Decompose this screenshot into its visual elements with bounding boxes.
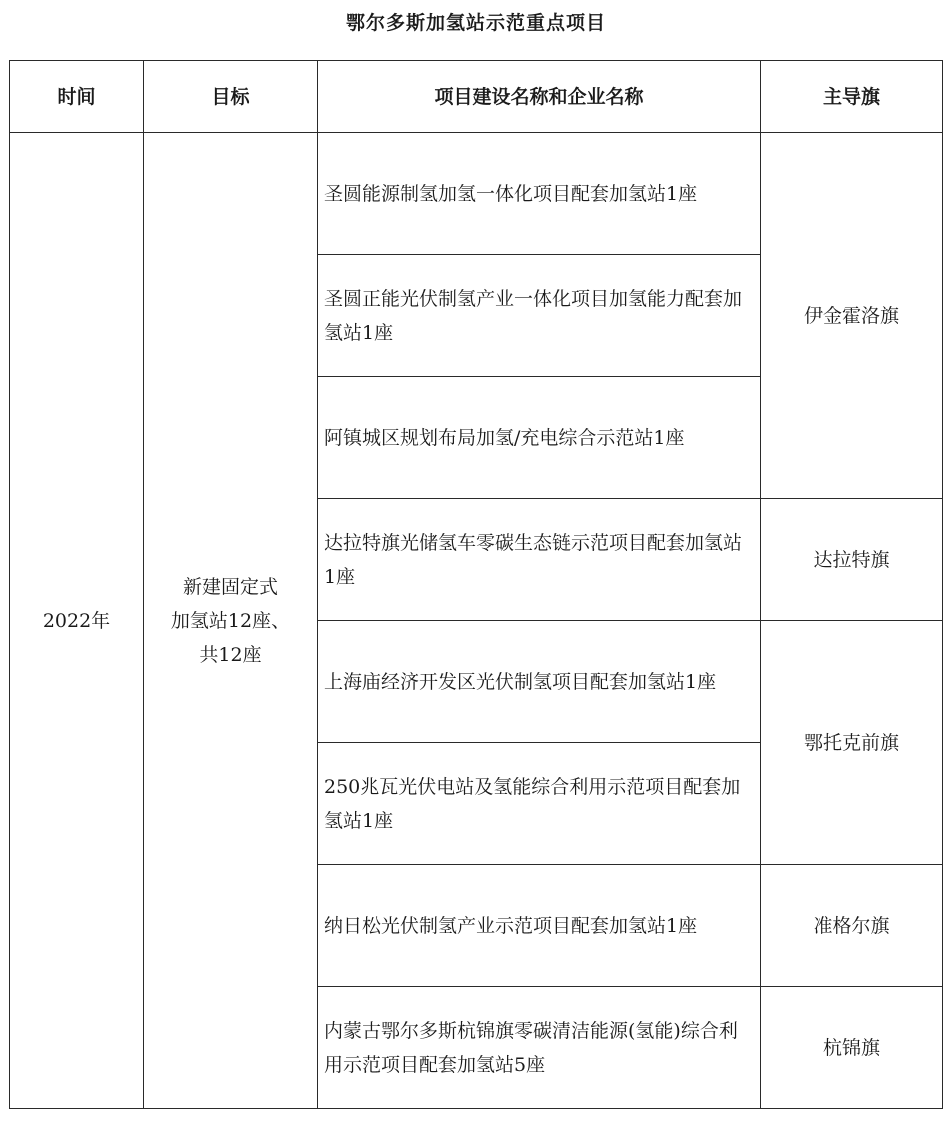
header-time: 时间 (10, 61, 144, 133)
banner-cell: 准格尔旗 (761, 865, 943, 987)
banner-cell: 杭锦旗 (761, 987, 943, 1109)
time-cell: 2022年 (10, 133, 144, 1109)
goal-cell (144, 133, 318, 1109)
goal-line: 新建固定式 (182, 575, 278, 598)
header-goal: 目标 (144, 61, 318, 133)
project-cell: 阿镇城区规划布局加氢/充电综合示范站1座 (318, 377, 761, 499)
project-cell: 达拉特旗光储氢车零碳生态链示范项目配套加氢站1座 (318, 499, 761, 621)
project-cell: 250兆瓦光伏电站及氢能综合利用示范项目配套加氢站1座 (318, 743, 761, 865)
banner-cell: 鄂托克前旗 (761, 621, 943, 865)
goal-line: 共12座 (199, 643, 262, 666)
header-banner: 主导旗 (761, 61, 943, 133)
goal-line: 加氢站12座、 (170, 609, 291, 632)
header-project: 项目建设名称和企业名称 (318, 61, 761, 133)
banner-cell: 达拉特旗 (761, 499, 943, 621)
project-cell: 纳日松光伏制氢产业示范项目配套加氢站1座 (318, 865, 761, 987)
table-header-row (10, 61, 943, 133)
table-row (10, 133, 943, 255)
project-cell: 圣圆能源制氢加氢一体化项目配套加氢站1座 (318, 133, 761, 255)
project-cell: 圣圆正能光伏制氢产业一体化项目加氢能力配套加氢站1座 (318, 255, 761, 377)
projects-table (9, 60, 943, 1109)
banner-cell: 伊金霍洛旗 (761, 133, 943, 499)
page-title: 鄂尔多斯加氢站示范重点项目 (345, 12, 606, 34)
project-cell: 内蒙古鄂尔多斯杭锦旗零碳清洁能源(氢能)综合利用示范项目配套加氢站5座 (318, 987, 761, 1109)
project-cell: 上海庙经济开发区光伏制氢项目配套加氢站1座 (318, 621, 761, 743)
